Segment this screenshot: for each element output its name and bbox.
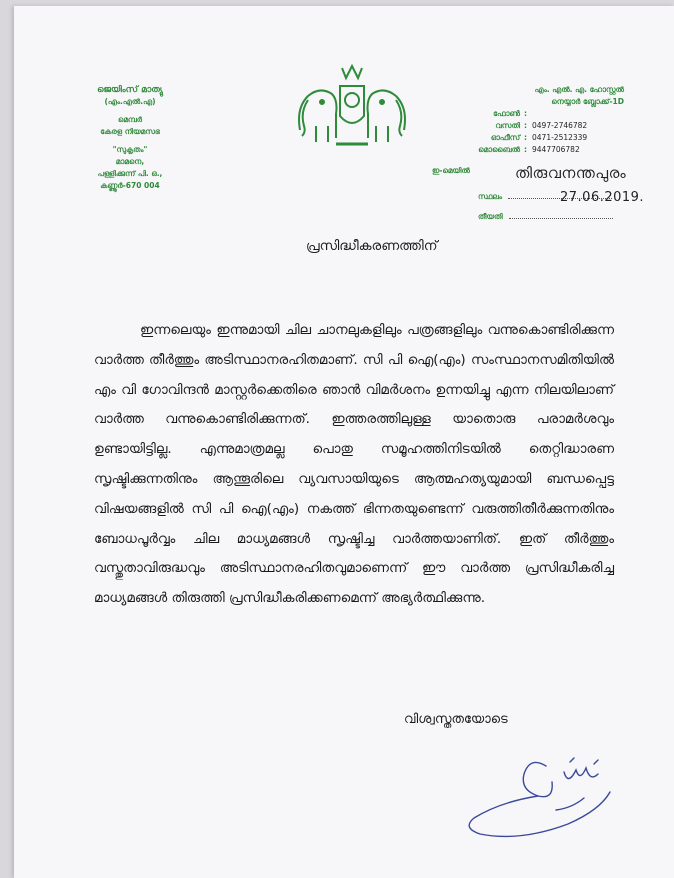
home-label: വസതി [495, 121, 520, 130]
office-phone-row: ഓഫീസ് : 0471-2512339 [438, 132, 638, 144]
date-label: തീയതി [478, 212, 503, 221]
hostel-name: എം. എൽ. എ. ഹോസ്റ്റൽ [534, 85, 624, 94]
date-value: 27.06.2019. [560, 190, 645, 205]
sender-post: പള്ളിക്കുന്ന് പി. ഒ., [97, 169, 163, 178]
home-phone-row: വസതി : 0497-2746782 [438, 120, 638, 132]
phone-row: ഫോൺ : [438, 108, 638, 120]
sender-house: "സുകൃതം" [112, 145, 148, 154]
phone-label: ഫോൺ [493, 109, 520, 118]
sender-city-pin: കണ്ണൂർ-670 004 [100, 181, 160, 190]
email-label: ഇ-മെയിൽ [432, 166, 470, 175]
sender-title: (എം.എൽ.എ) [104, 97, 156, 106]
sender-street: മാമനെ, [115, 157, 145, 166]
place-value: തിരുവനന്തപുരം [515, 164, 627, 182]
sender-name: ജെയിംസ് മാത്യു [97, 85, 163, 95]
mobile-phone: 9447706782 [532, 145, 580, 154]
kerala-state-emblem-icon [292, 60, 412, 152]
hostel-block: നെയ്യാർ ബ്ലോക്ക്-1D [551, 97, 624, 106]
mobile-label: മൊബൈൽ [478, 145, 520, 154]
mobile-phone-row: മൊബൈൽ : 9447706782 [438, 144, 638, 156]
office-phone: 0471-2512339 [532, 133, 588, 142]
letter-body: ഇന്നലെയും ഇന്നുമായി ചില ചാനലുകളിലും പത്രങ്ങളിലും വന്നുകൊണ്ടിരിക്കുന്ന വാർത്ത തീർത്തും അടിസ്ഥാനരഹിതമാണ്. സി പി ഐ(എം) സംസ്ഥാനസമിതിയിൽ എം വി ഗോവിന്ദൻ മാസ്റ്റർക്കെതിരെ ഞാൻ വിമർശനം ഉന്നയിച്ചു എന്ന നിലയിലാണ് വാർത്ത വന്നുകൊണ്ടിരിക്കുന്നത്. ഇത്തരത്തിലുള്ള യാതൊരു പരാമർശവും ഉണ്ടായിട്ടില്ല. എന്നുമാത്രമല്ല പൊതു സമൂഹത്തിനിടയിൽ തെറ്റിദ്ധാരണ സൃഷ്ടിക്കുന്നതിനും ആന്തൂരിലെ വ്യവസായിയുടെ ആത്മഹത്യയുമായി ബന്ധപ്പെട്ട വിഷയങ്ങളിൽ സി പി ഐ(എം) നകത്ത് ഭിന്നതയുണ്ടെന്ന് വരുത്തിതീർക്കുന്നതിനും ബോധപൂർവ്വം ചില മാധ്യമങ്ങൾ സൃഷ്ടിച്ച വാർത്തയാണിത്. ഇത് തീർത്തും വസ്തുതാവിരുദ്ധവും അടിസ്ഥാനരഹിതവുമാണെന്ന് ഈ വാർത്ത പ്രസിദ്ധീകരിച്ച മാധ്യമങ്ങൾ തിരുത്തി പ്രസിദ്ധീകരിക്കണമെന്ന് അഭ്യർത്ഥിക്കുന്നു. [94, 322, 614, 607]
letter-subject: പ്രസിദ്ധീകരണത്തിന് [306, 238, 438, 254]
date-line [478, 210, 613, 222]
letterhead-right [438, 84, 638, 156]
office-label: ഓഫീസ് [490, 133, 520, 142]
handwritten-signature [460, 752, 620, 842]
letterhead-left [60, 84, 200, 192]
sender-assembly: കേരള നിയമസഭ [100, 127, 160, 136]
closing-salutation: വിശ്വസ്തതയോടെ [404, 712, 508, 727]
sender-member: മെമ്പർ [117, 115, 143, 124]
home-phone: 0497-2746782 [532, 121, 588, 130]
place-label: സ്ഥലം [478, 192, 503, 201]
